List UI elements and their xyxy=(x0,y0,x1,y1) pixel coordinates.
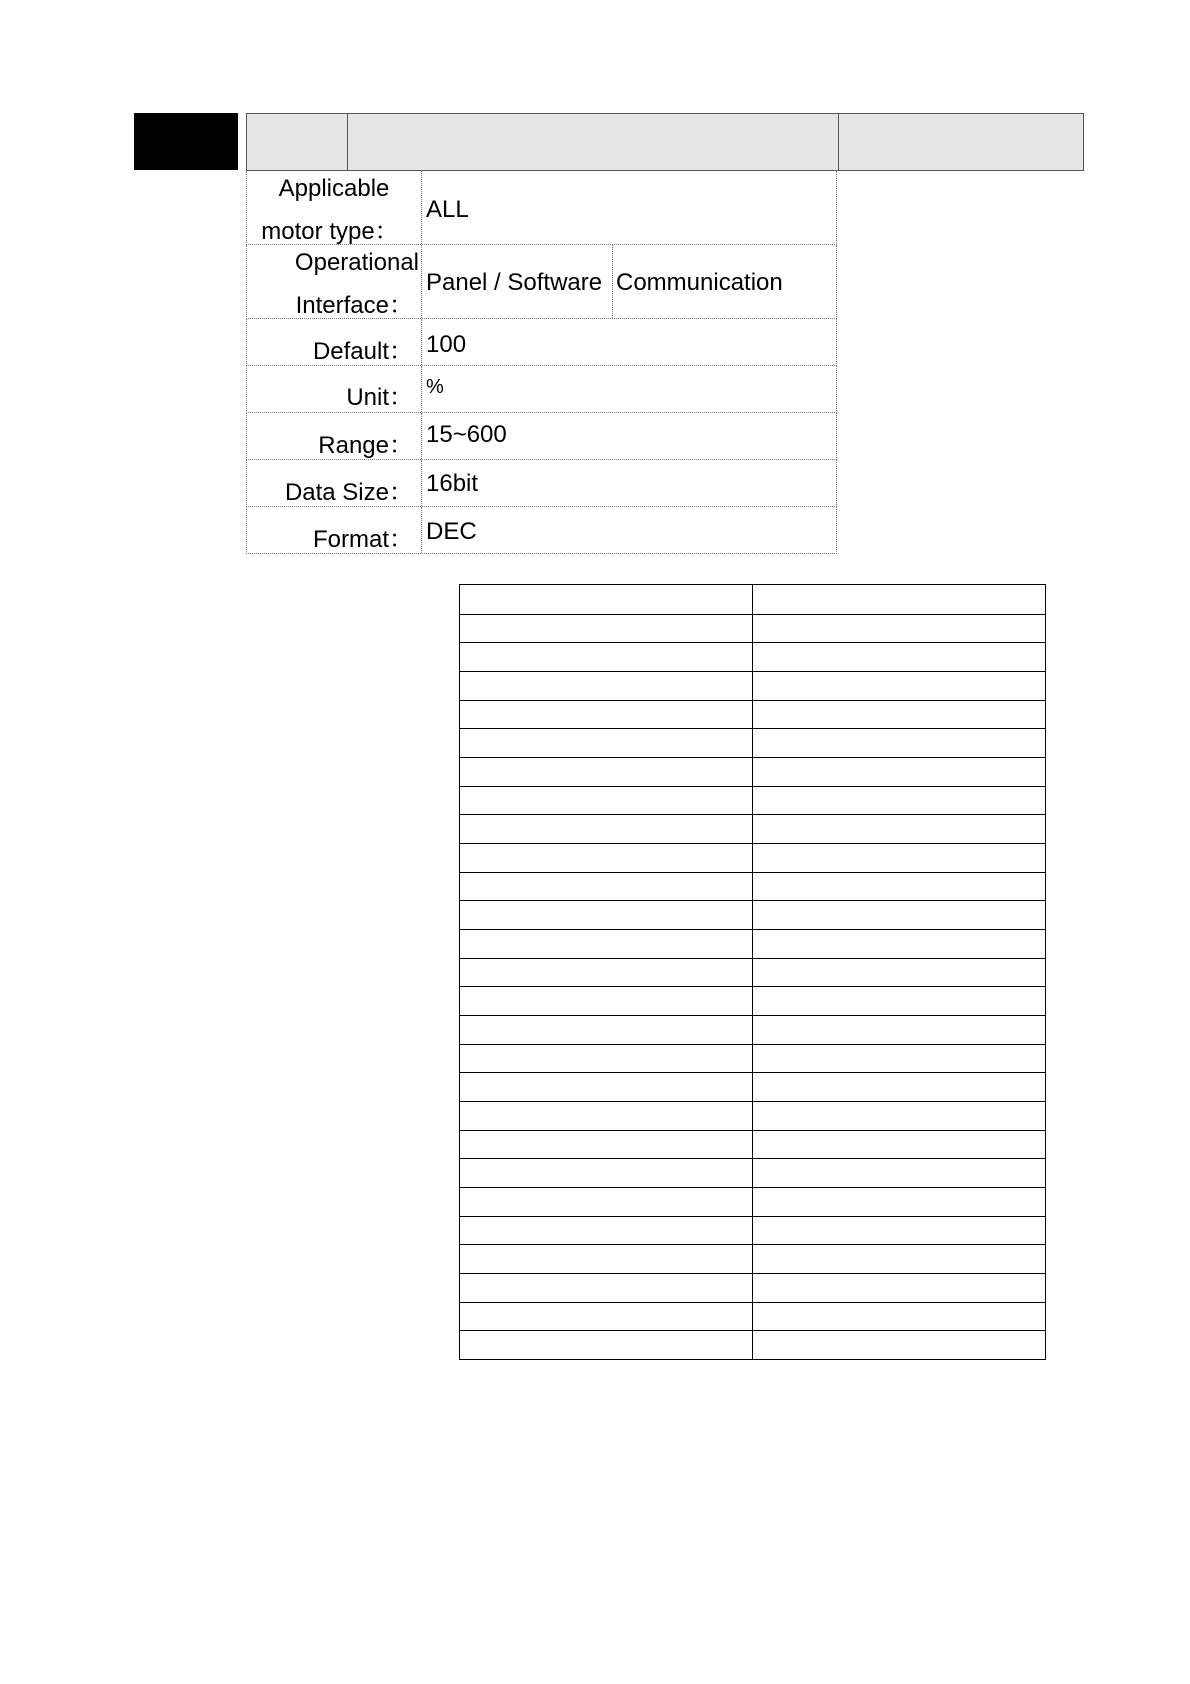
interface-communication: Communication xyxy=(616,269,783,296)
motor-type-label: Applicable motor type： xyxy=(247,171,422,244)
table-row xyxy=(460,1244,1045,1245)
range-label: Range： xyxy=(247,413,422,459)
header-name-cell xyxy=(347,114,839,170)
parameter-header xyxy=(246,113,1084,171)
table-row xyxy=(460,843,1045,844)
value-table-column-divider xyxy=(752,585,753,1359)
default-row xyxy=(246,319,837,366)
motor-type-value: ALL xyxy=(426,196,469,223)
data-size-value: 16bit xyxy=(426,470,479,497)
table-row xyxy=(460,1273,1045,1274)
table-row xyxy=(460,872,1045,873)
table-row xyxy=(460,900,1045,901)
parameter-attributes-table xyxy=(246,171,837,554)
interface-panel-software: Panel / Software xyxy=(422,245,613,318)
format-row xyxy=(246,507,837,554)
table-row xyxy=(460,1101,1045,1102)
table-row xyxy=(460,1130,1045,1131)
table-row xyxy=(460,786,1045,787)
format-value: DEC xyxy=(426,518,477,545)
interface-row xyxy=(246,245,837,319)
table-row xyxy=(460,814,1045,815)
table-row xyxy=(460,1302,1045,1303)
header-address-cell xyxy=(838,114,1083,170)
unit-value: % xyxy=(426,376,444,398)
motor-type-row xyxy=(246,171,837,245)
header-code-cell xyxy=(247,114,348,170)
table-row xyxy=(460,1187,1045,1188)
table-row xyxy=(460,1044,1045,1045)
table-row xyxy=(460,1216,1045,1217)
table-row xyxy=(460,671,1045,672)
interface-label: Operational Interface： xyxy=(247,245,422,318)
table-row xyxy=(460,958,1045,959)
data-size-row xyxy=(246,460,837,507)
interface-values xyxy=(422,245,836,318)
data-size-label: Data Size： xyxy=(247,460,422,506)
table-row xyxy=(460,986,1045,987)
table-row xyxy=(460,642,1045,643)
default-label: Default： xyxy=(247,319,422,365)
table-row xyxy=(460,929,1045,930)
parameter-tab-marker xyxy=(134,113,238,170)
table-row xyxy=(460,728,1045,729)
table-row xyxy=(460,1072,1045,1073)
unit-row xyxy=(246,366,837,413)
unit-label: Unit： xyxy=(247,366,422,412)
range-value: 15~600 xyxy=(426,421,507,448)
format-label: Format： xyxy=(247,507,422,553)
table-row xyxy=(460,1158,1045,1159)
value-table xyxy=(459,584,1046,1360)
table-row xyxy=(460,1015,1045,1016)
table-row xyxy=(460,757,1045,758)
table-row xyxy=(460,700,1045,701)
default-value: 100 xyxy=(426,331,467,358)
range-row xyxy=(246,413,837,460)
table-row xyxy=(460,614,1045,615)
table-row xyxy=(460,1330,1045,1331)
